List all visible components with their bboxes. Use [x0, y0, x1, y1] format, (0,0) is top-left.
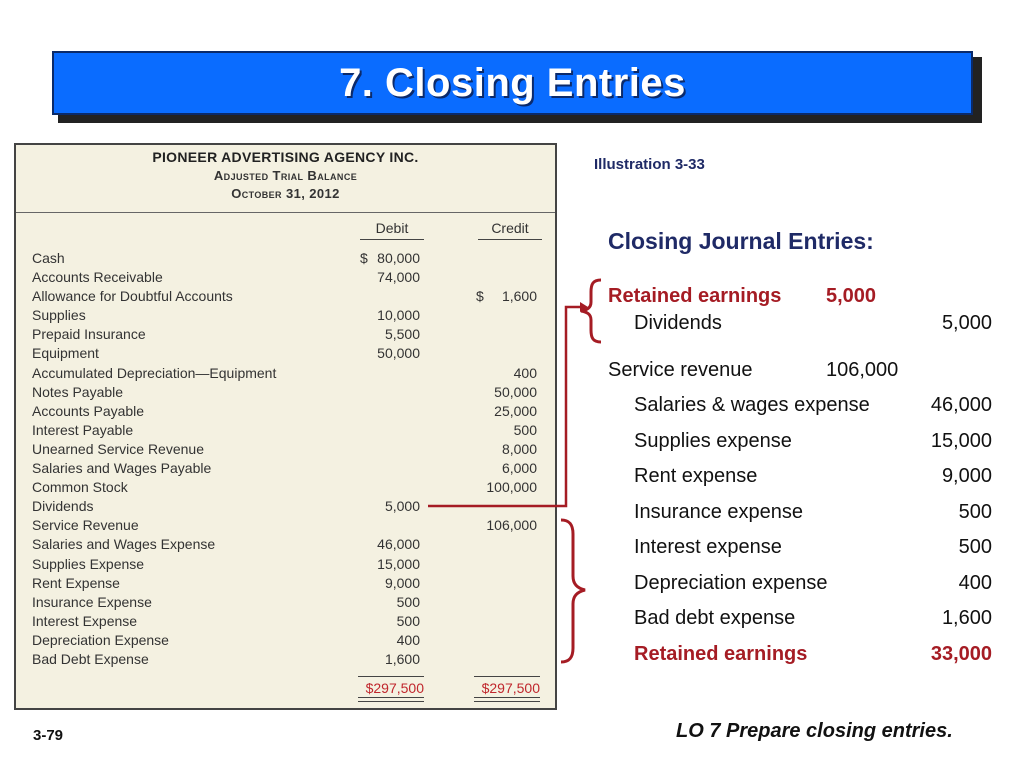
closing-credit-account: Depreciation expense [634, 571, 828, 594]
page-number: 3-79 [33, 727, 64, 744]
credit-amount: 6,000 [501, 460, 537, 477]
entry1-credit-amount: 5,000 [941, 312, 992, 334]
account-name: Equipment [32, 345, 99, 362]
credit-amount: 8,000 [501, 440, 537, 457]
closing-credit-amount: 400 [958, 571, 992, 594]
entry2-debit-amount: 106,000 [826, 359, 899, 381]
account-name: Service Revenue [32, 517, 139, 534]
account-name: Dividends [32, 498, 94, 515]
entry1-debit-account: Retained earnings [608, 285, 782, 307]
debit-dollar-sign: $ [360, 250, 368, 266]
trial-balance-row [16, 650, 555, 669]
account-name: Interest Payable [32, 421, 134, 438]
account-name: Supplies Expense [32, 555, 145, 572]
debit-amount: 9,000 [384, 574, 420, 591]
trial-balance-row [16, 535, 555, 554]
account-name: Accounts Receivable [32, 269, 163, 286]
account-name: Unearned Service Revenue [32, 440, 204, 457]
trial-balance-row [16, 497, 555, 516]
closing-credit-amount: 15,000 [930, 429, 992, 452]
trial-balance-row [16, 306, 555, 325]
trial-balance-row [16, 287, 555, 306]
debit-amount: 400 [396, 631, 420, 648]
account-name: Accounts Payable [32, 402, 145, 419]
trial-balance-row [16, 325, 555, 344]
closing-credit-account: Interest expense [634, 536, 782, 558]
debit-amount: 1,600 [384, 650, 420, 667]
trial-balance-row [16, 383, 555, 402]
debit-amount: 50,000 [377, 345, 420, 362]
trial-balance-row [16, 440, 555, 459]
account-name: Notes Payable [32, 383, 124, 400]
closing-credit-amount: 1,600 [941, 607, 992, 629]
credit-column-header: Credit [478, 220, 542, 240]
account-name: Salaries and Wages Payable [32, 460, 212, 477]
account-name: Cash [32, 250, 65, 266]
account-name: Insurance Expense [32, 593, 152, 610]
debit-amount: 500 [396, 612, 420, 629]
trial-balance-subtitle: Adjusted Trial Balance [213, 168, 358, 183]
closing-credit-account: Bad debt expense [634, 607, 796, 629]
credit-amount: 1,600 [501, 288, 537, 305]
closing-credit-account: Rent expense [634, 465, 758, 487]
closing-credit-account: Insurance expense [634, 500, 804, 523]
trial-balance-row [16, 249, 555, 268]
account-name: Accumulated Depreciation—Equipment [32, 364, 277, 381]
trial-balance-row [16, 402, 555, 421]
trial-balance-row [16, 555, 555, 574]
debit-amount: 80,000 [377, 250, 420, 266]
closing-credit-amount: 500 [958, 536, 992, 558]
entry1-credit-account: Dividends [634, 312, 722, 334]
debit-column-header: Debit [360, 220, 424, 240]
trial-balance-header [16, 145, 555, 213]
account-name: Prepaid Insurance [32, 326, 146, 343]
debit-amount: 500 [396, 593, 420, 610]
credit-dollar-sign: $ [476, 288, 484, 305]
learning-objective: LO 7 Prepare closing entries. [676, 720, 953, 742]
credit-amount: 100,000 [486, 479, 537, 496]
trial-balance-rows [16, 249, 555, 669]
debit-amount: 10,000 [377, 307, 420, 324]
account-name: Interest Expense [32, 612, 138, 629]
account-name: Allowance for Doubtful Accounts [32, 288, 233, 305]
trial-balance-row [16, 478, 555, 497]
trial-balance-row [16, 459, 555, 478]
account-name: Rent Expense [32, 574, 120, 591]
entry2-debit-account: Service revenue [608, 359, 753, 381]
total-credit: $297,500 [474, 676, 540, 696]
credit-amount: 50,000 [494, 383, 537, 400]
entry2-final-amount: 33,000 [930, 643, 992, 665]
debit-amount: 15,000 [377, 555, 420, 572]
account-name: Salaries and Wages Expense [32, 536, 216, 553]
trial-balance-row [16, 364, 555, 383]
trial-balance-row [16, 421, 555, 440]
total-debit: $297,500 [358, 676, 424, 696]
brace-bottom [555, 512, 595, 672]
closing-credit-amount: 46,000 [930, 394, 992, 416]
closing-credit-amount: 9,000 [941, 465, 992, 487]
closing-credit-account: Supplies expense [634, 429, 792, 452]
trial-balance-row [16, 631, 555, 650]
total-debit-double-rule [358, 697, 424, 702]
closing-credit-account: Salaries & wages expense [634, 394, 870, 416]
trial-balance-row [16, 268, 555, 287]
title-banner [52, 51, 973, 115]
trial-balance-row [16, 612, 555, 631]
trial-balance-row [16, 516, 555, 535]
closing-entries-heading: Closing Journal Entries: [608, 228, 874, 254]
credit-amount: 500 [513, 421, 537, 438]
trial-balance-row [16, 593, 555, 612]
debit-amount: 46,000 [377, 536, 420, 553]
entry1-debit-amount: 5,000 [826, 285, 877, 307]
account-name: Bad Debt Expense [32, 650, 149, 667]
account-name: Depreciation Expense [32, 631, 169, 648]
credit-amount: 106,000 [486, 517, 537, 534]
account-name: Common Stock [32, 479, 128, 496]
illustration-label: Illustration 3-33 [594, 156, 705, 173]
credit-amount: 400 [513, 364, 537, 381]
trial-balance-date: October 31, 2012 [231, 186, 340, 201]
trial-balance-row [16, 344, 555, 363]
entry2-final-account: Retained earnings [634, 643, 808, 665]
debit-amount: 5,500 [384, 326, 420, 343]
debit-amount: 74,000 [377, 269, 420, 286]
company-name: PIONEER ADVERTISING AGENCY INC. [152, 149, 419, 165]
credit-amount: 25,000 [494, 402, 537, 419]
trial-balance-row [16, 574, 555, 593]
adjusted-trial-balance [14, 143, 557, 710]
closing-credit-amount: 500 [958, 500, 992, 523]
slide-title: 7. Closing Entries [339, 60, 686, 105]
total-credit-double-rule [474, 697, 540, 702]
debit-amount: 5,000 [384, 498, 420, 515]
account-name: Supplies [32, 307, 86, 324]
